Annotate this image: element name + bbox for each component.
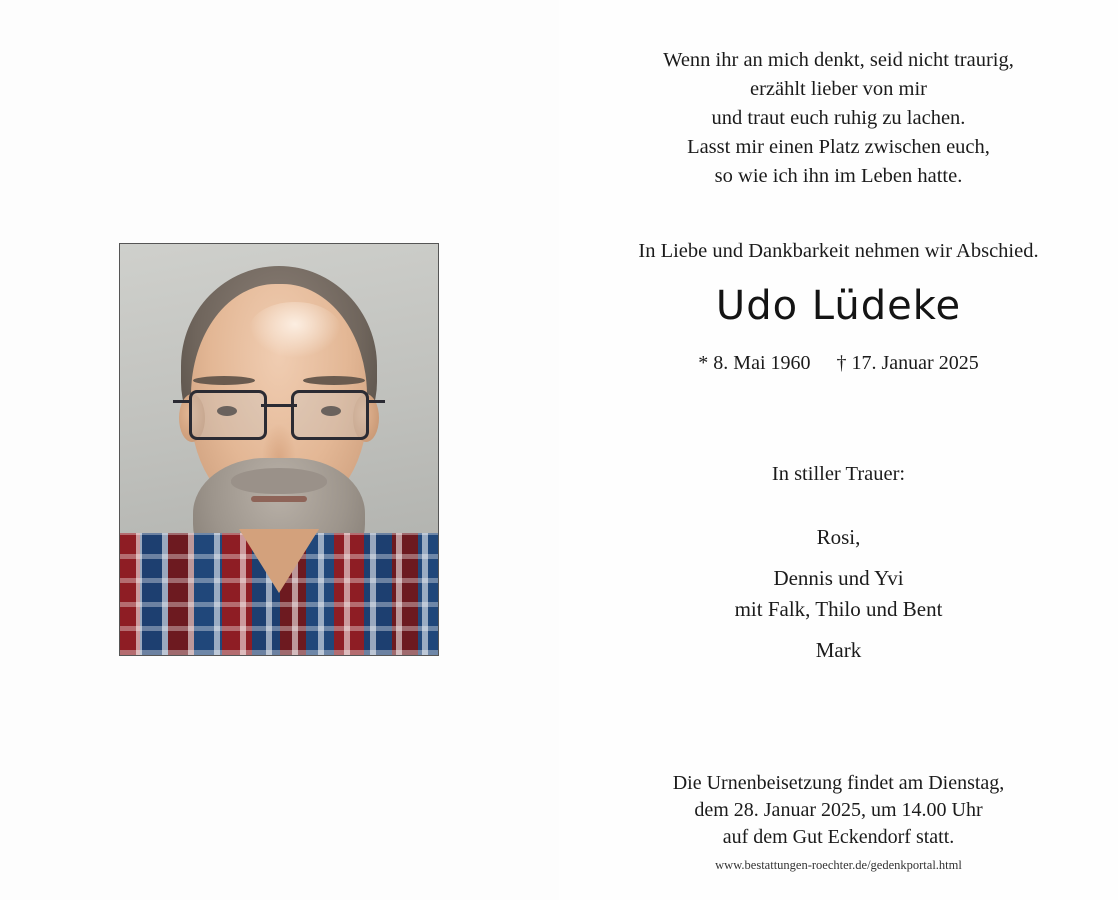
life-dates (559, 352, 1118, 375)
list-item: Mark (815, 638, 862, 662)
list-item: mit Falk, Thilo und Bent (734, 597, 943, 621)
funeral-line: dem 28. Januar 2025, um 14.00 Uhr (694, 799, 983, 821)
poem (559, 46, 1118, 191)
funeral-line: auf dem Gut Eckendorf statt. (722, 826, 955, 848)
list-item: Rosi, (816, 525, 861, 549)
mourners-list (559, 522, 1118, 666)
mouth-shape (251, 496, 307, 502)
farewell-line: In Liebe und Dankbarkeit nehmen wir Abschied. (638, 240, 1039, 262)
glasses-bridge (261, 404, 297, 407)
birth-date: * 8. Mai 1960 (698, 352, 811, 374)
right-page (559, 0, 1118, 900)
portrait-photo (120, 244, 438, 655)
eyebrow-left (193, 376, 255, 385)
forehead-highlight (249, 302, 341, 358)
funeral-details (559, 770, 1118, 851)
glasses-lens-right (291, 390, 369, 440)
portrait-frame (119, 243, 439, 656)
poem-line: so wie ich ihn im Leben hatte. (714, 165, 963, 187)
mourning-label: In stiller Trauer: (771, 463, 906, 485)
funeral-line: Die Urnenbeisetzung findet am Dienstag, (672, 772, 1005, 794)
deceased-name: Udo Lüdeke (715, 283, 962, 329)
spacer (559, 625, 1118, 635)
poem-line: erzählt lieber von mir (749, 78, 928, 100)
poem-line: Wenn ihr an mich denkt, seid nicht traurig, (663, 49, 1014, 71)
eyebrow-right (303, 376, 365, 385)
poem-line: Lasst mir einen Platz zwischen euch, (687, 136, 990, 158)
death-date: † 17. Januar 2025 (836, 352, 979, 374)
memorial-portal-url[interactable]: www.bestattungen-roechter.de/gedenkportal.html (715, 858, 962, 872)
glasses-temple-right (369, 400, 385, 403)
glasses-lens-left (189, 390, 267, 440)
spacer (559, 553, 1118, 563)
list-item: Dennis und Yvi (773, 566, 904, 590)
glasses-temple-left (173, 400, 189, 403)
moustache-shape (231, 468, 327, 494)
poem-line: und traut euch ruhig zu lachen. (711, 107, 966, 129)
